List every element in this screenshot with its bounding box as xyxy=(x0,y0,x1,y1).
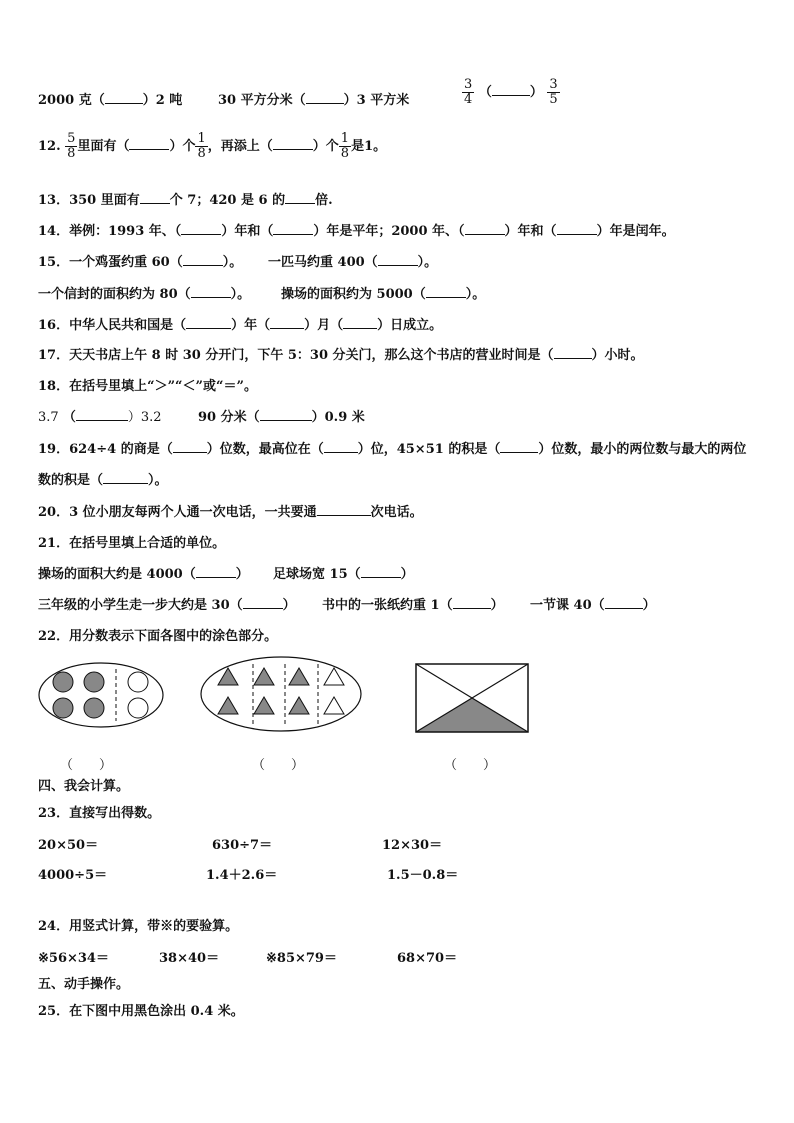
answer-blank[interactable] xyxy=(270,316,304,329)
answer-fig1[interactable]: （ ） xyxy=(60,758,113,773)
figure-rectangle xyxy=(414,662,530,734)
question-25: 25．在下图中用黑色涂出 0.4 米。 xyxy=(38,1004,244,1019)
shaded-circle xyxy=(53,672,73,692)
question-18: 18．在括号里填上“＞”“＜”或“＝”。 xyxy=(38,379,257,394)
shaded-triangle xyxy=(254,697,274,714)
fraction: $\frac{1}{8}$ xyxy=(197,131,206,161)
answer-blank[interactable] xyxy=(186,316,231,329)
answer-blank[interactable] xyxy=(181,222,221,235)
figure-circles xyxy=(36,660,166,730)
compare-row-1 xyxy=(38,89,182,108)
question-21: 21．在括号里填上合适的单位。 xyxy=(38,536,226,551)
answer-blank[interactable] xyxy=(196,565,236,578)
answer-fig3[interactable]: （ ） xyxy=(444,758,497,773)
section-4-heading: 四、我会计算。 xyxy=(38,779,130,794)
shaded-triangle xyxy=(289,697,309,714)
section-5-heading: 五、动手操作。 xyxy=(38,977,130,992)
question-21-class: 一节课 40（ ） xyxy=(530,598,656,613)
question-18-item2: 90 分米（ ）0.9 米 xyxy=(198,410,365,425)
compare-row-3 xyxy=(462,78,560,107)
answer-blank[interactable] xyxy=(183,253,223,266)
answer-blank[interactable] xyxy=(129,137,169,150)
empty-circle xyxy=(128,698,148,718)
answer-blank[interactable] xyxy=(243,596,283,609)
answer-fig2[interactable]: （ ） xyxy=(252,758,305,773)
answer-blank[interactable] xyxy=(343,316,377,329)
text: 30 平方分米（ xyxy=(218,93,306,108)
text: ）3 平方米 xyxy=(343,93,410,108)
fraction: $\frac{5}{8}$ xyxy=(67,131,76,161)
answer-blank[interactable] xyxy=(306,91,344,104)
question-15: 15．一个鸡蛋约重 60（ ）。 xyxy=(38,255,243,270)
answer-blank[interactable] xyxy=(426,285,466,298)
answer-blank[interactable] xyxy=(317,503,371,516)
question-19-cont: 数的积是（ ）。 xyxy=(38,473,168,488)
question-15-envelope: 一个信封的面积约为 80（ ）。 xyxy=(38,287,251,302)
question-16: 16．中华人民共和国是（ ）年（ ）月（ ）日成立。 xyxy=(38,318,443,333)
answer-blank[interactable] xyxy=(273,222,313,235)
answer-blank[interactable] xyxy=(76,408,128,421)
answer-blank[interactable] xyxy=(140,191,170,204)
question-20: 20．3 位小朋友每两个人通一次电话，一共要通 次电话。 xyxy=(38,505,423,520)
answer-blank[interactable] xyxy=(557,222,597,235)
shaded-triangle xyxy=(254,668,274,685)
question-21-football: 足球场宽 15（ ） xyxy=(273,567,414,582)
question-14: 14．举例：1993 年、（ ）年和（ ）年是平年；2000 年、（ ）年和（ ）年是闰年。 xyxy=(38,224,675,239)
question-15-horse: 一匹马约重 400（ ）。 xyxy=(268,255,438,270)
question-17: 17．天天书店上午 8 时 30 分开门，下午 5：30 分关门，那么这个书店的营业时间是（ ）小时。 xyxy=(38,348,644,363)
question-19: 19．624÷4 的商是（ ）位数，最高位在（ ）位，45×51 的积是（ ）位数，最小的两位数与最大的两位 xyxy=(38,442,747,457)
shaded-triangle xyxy=(416,698,528,732)
calc-item: 1.4＋2.6＝ xyxy=(206,868,278,883)
question-23: 23．直接写出得数。 xyxy=(38,806,161,821)
question-21-field: 操场的面积大约是 4000（ ） xyxy=(38,567,249,582)
question-15-field: 操场的面积约为 5000（ ）。 xyxy=(281,287,486,302)
question-18-items: 3.7 （ ）3.2 xyxy=(38,410,162,425)
question-22: 22．用分数表示下面各图中的涂色部分。 xyxy=(38,629,278,644)
answer-blank[interactable] xyxy=(324,440,358,453)
vertical-item: 38×40＝ xyxy=(159,951,220,966)
answer-blank[interactable] xyxy=(361,565,401,578)
text: ） xyxy=(529,85,543,100)
question-21-paper: 书中的一张纸约重 1（ ） xyxy=(322,598,504,613)
shaded-circle xyxy=(84,698,104,718)
empty-triangle xyxy=(324,697,344,714)
question-13: 13．350 里面有 个 7；420 是 6 的 倍. xyxy=(38,193,333,208)
calc-item: 630÷7＝ xyxy=(212,838,273,853)
shaded-triangle xyxy=(289,668,309,685)
shaded-triangle xyxy=(218,697,238,714)
question-21-step: 三年级的小学生走一步大约是 30（ ） xyxy=(38,598,296,613)
text: （ xyxy=(478,85,492,100)
figure-triangles xyxy=(198,654,364,734)
question-12: 12. $\frac{5}{8}$ 里面有（ ）个 $\frac{1}{8}$ ，再添上（ ）个 $\frac{1}{8}$ 是1。 xyxy=(38,131,387,161)
answer-blank[interactable] xyxy=(105,91,143,104)
shaded-circle xyxy=(84,672,104,692)
answer-blank[interactable] xyxy=(191,285,231,298)
answer-blank[interactable] xyxy=(273,137,313,150)
calc-item: 12×30＝ xyxy=(382,838,443,853)
answer-blank[interactable] xyxy=(378,253,418,266)
fraction: $\frac{3}{4}$ xyxy=(464,77,473,107)
answer-blank[interactable] xyxy=(285,191,315,204)
answer-blank[interactable] xyxy=(492,83,530,96)
answer-blank[interactable] xyxy=(103,471,148,484)
vertical-item: 68×70＝ xyxy=(397,951,458,966)
shaded-circle xyxy=(53,698,73,718)
answer-blank[interactable] xyxy=(173,440,207,453)
calc-item: 1.5－0.8＝ xyxy=(387,868,459,883)
calc-item: 20×50＝ xyxy=(38,838,99,853)
shaded-triangle xyxy=(218,668,238,685)
answer-blank[interactable] xyxy=(260,408,312,421)
answer-blank[interactable] xyxy=(465,222,505,235)
compare-row-2 xyxy=(218,89,409,108)
answer-blank[interactable] xyxy=(453,596,491,609)
text: ）2 吨 xyxy=(142,93,183,108)
vertical-item: ※56×34＝ xyxy=(38,951,109,966)
question-24: 24．用竖式计算，带※的要验算。 xyxy=(38,919,239,934)
empty-triangle xyxy=(324,668,344,685)
answer-blank[interactable] xyxy=(554,346,592,359)
answer-blank[interactable] xyxy=(605,596,643,609)
fraction: $\frac{3}{5}$ xyxy=(549,77,558,107)
fraction: $\frac{1}{8}$ xyxy=(340,131,350,161)
text: 2000 克（ xyxy=(38,93,105,108)
empty-circle xyxy=(128,672,148,692)
answer-blank[interactable] xyxy=(500,440,538,453)
calc-item: 4000÷5＝ xyxy=(38,868,108,883)
vertical-item: ※85×79＝ xyxy=(266,951,337,966)
